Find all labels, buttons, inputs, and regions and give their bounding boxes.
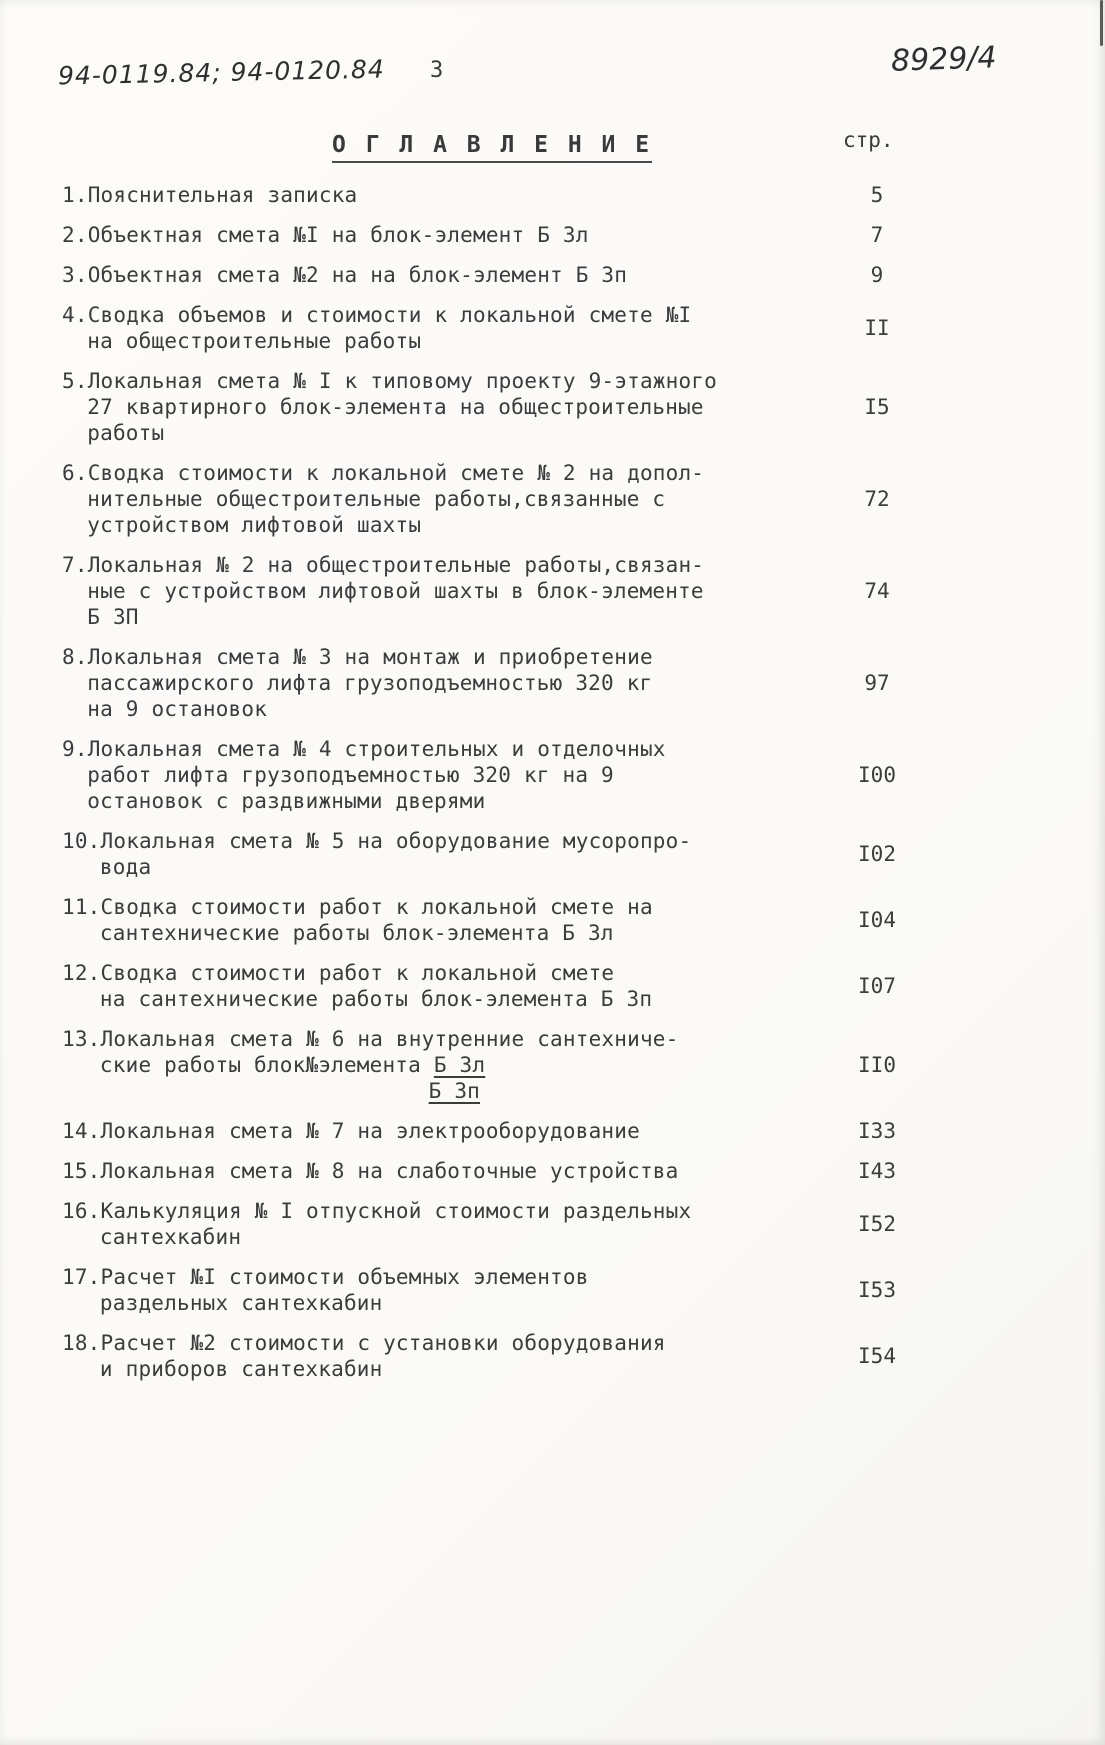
entry-text-segment: Сводка стоимости работ к локальной смете [100, 961, 615, 985]
entry-line [62, 854, 807, 880]
entry-page-number: 7 [870, 223, 884, 247]
entry-line [62, 1330, 807, 1356]
toc-entry [62, 262, 942, 288]
entry-line [62, 788, 807, 814]
toc-entry [62, 1026, 942, 1104]
entry-text-segment: и приборов сантехкабин [99, 1357, 383, 1381]
entry-number: 4. [62, 303, 88, 327]
entry-page-number: 72 [864, 487, 890, 511]
entry-text-segment: Калькуляция № I отпускной стоимости раздельных [100, 1199, 692, 1223]
entry-text-segment: Расчет №I стоимости объемных элементов [100, 1265, 589, 1289]
entry-line [62, 512, 807, 538]
entry-number: 17. [62, 1265, 101, 1289]
entry-line [62, 1158, 807, 1184]
entry-line [62, 604, 807, 630]
entry-text-segment: Сводка стоимости к локальной смете № 2 на допол- [87, 461, 705, 485]
entry-page-number: 97 [864, 671, 890, 695]
entry-line [62, 1290, 807, 1316]
entry-text-segment: ские работы блок№элемента [99, 1053, 434, 1077]
entry-line [62, 394, 807, 420]
entry-page-number: I54 [858, 1344, 896, 1368]
entry-page-number: 9 [870, 263, 884, 287]
toc-entry [62, 1264, 942, 1316]
entry-line [62, 1198, 807, 1224]
entry-text [62, 894, 807, 946]
entry-number: 15. [62, 1159, 101, 1183]
entry-text-segment: Объектная смета №2 на на блок-элемент Б 3п [87, 263, 628, 287]
entry-page-number: I43 [858, 1159, 896, 1183]
entry-line [62, 552, 807, 578]
entry-text-segment: работы [87, 421, 165, 445]
entry-line [62, 736, 807, 762]
toc-entry [62, 1118, 942, 1144]
entry-line [62, 420, 807, 446]
entry-number: 8. [62, 645, 88, 669]
entry-text [62, 302, 807, 354]
entry-text [62, 1158, 807, 1184]
scan-edge-artifact [1100, 0, 1103, 46]
entry-text-segment: Сводка стоимости работ к локальной смете на [100, 895, 653, 919]
entry-number: 14. [62, 1119, 101, 1143]
entry-line [62, 986, 807, 1012]
entry-text [62, 1026, 807, 1104]
entry-text-segment: устройством лифтовой шахты [87, 513, 422, 537]
toc-entry [62, 222, 942, 248]
entry-line [62, 328, 807, 354]
entry-number: 12. [62, 961, 101, 985]
entry-text-segment: Локальная № 2 на общестроительные работы,связан- [87, 553, 705, 577]
entry-line [62, 670, 807, 696]
entry-text-segment: Локальная смета № 5 на оборудование мусоропро- [100, 829, 692, 853]
entry-text-underlined: Б 3п [428, 1079, 481, 1103]
entry-text-segment: вода [99, 855, 152, 879]
entry-text-segment: пассажирского лифта грузоподъемностью 320 кг [87, 671, 653, 695]
entry-line [62, 1356, 807, 1382]
entry-page-number: I04 [858, 908, 896, 932]
entry-page-number: I02 [858, 842, 896, 866]
entry-text-segment: на общестроительные работы [87, 329, 422, 353]
entry-text-segment: Локальная смета № 6 на внутренние сантехниче- [100, 1027, 679, 1051]
toc-entry [62, 460, 942, 538]
entry-number: 18. [62, 1331, 101, 1355]
toc-entry [62, 736, 942, 814]
entry-text [62, 182, 807, 208]
entry-number: 11. [62, 895, 101, 919]
entry-text-segment: сантехкабин [99, 1225, 242, 1249]
entry-text-segment: Б 3П [87, 605, 139, 629]
entry-text-segment: Объектная смета №I на блок-элемент Б 3л [87, 223, 589, 247]
entry-text-segment: Расчет №2 стоимости с установки оборудования [100, 1331, 666, 1355]
entry-line [62, 302, 807, 328]
page-number-top: 3 [430, 58, 444, 83]
entry-line [62, 182, 807, 208]
entry-number: 3. [62, 263, 88, 287]
entry-line [62, 578, 807, 604]
toc-entry [62, 552, 942, 630]
entry-text-segment: Локальная смета № I к типовому проекту 9-этажного [87, 369, 717, 393]
entry-page-number: I00 [858, 763, 896, 787]
entry-line [62, 1026, 807, 1052]
entry-text [62, 1264, 807, 1316]
toc-entry [62, 368, 942, 446]
entry-text [62, 222, 807, 248]
entry-page-number: I33 [858, 1119, 896, 1143]
entry-page-number: I53 [858, 1278, 896, 1302]
entry-text-segment: 27 квартирного блок-элемента на общестроительные [87, 395, 704, 419]
entry-line [62, 262, 807, 288]
entry-text-segment: сантехнические работы блок-элемента Б 3л [99, 921, 614, 945]
entry-line [62, 828, 807, 854]
entry-text-segment: на 9 остановок [87, 697, 268, 721]
entry-text-segment: раздельных сантехкабин [99, 1291, 383, 1315]
toc-entry [62, 182, 942, 208]
entry-text [62, 552, 807, 630]
entry-page-number: 5 [870, 183, 884, 207]
entry-number: 1. [62, 183, 88, 207]
entry-text [62, 460, 807, 538]
entry-text [62, 828, 807, 880]
entry-line [62, 368, 807, 394]
entry-text-segment: остановок с раздвижными дверями [87, 789, 486, 813]
entry-page-number: I52 [858, 1212, 896, 1236]
entry-text-segment: на сантехнические работы блок-элемента Б 3п [99, 987, 653, 1011]
entry-page-number: I07 [858, 974, 896, 998]
entry-text-segment: Локальная смета № 7 на электрооборудование [100, 1119, 640, 1143]
entry-text-segment: Локальная смета № 4 строительных и отделочных [87, 737, 666, 761]
handwritten-code: 94-0119.84; 94-0120.84 [57, 54, 386, 91]
page-column-header: стр. [843, 128, 894, 152]
toc-entry [62, 1330, 942, 1382]
toc-entry [62, 828, 942, 880]
entry-line [62, 460, 807, 486]
entry-line [62, 696, 807, 722]
toc-entry [62, 302, 942, 354]
entry-line [62, 960, 807, 986]
entry-text-segment: работ лифта грузоподъемностью 320 кг на 9 [87, 763, 614, 787]
entry-line [62, 1078, 807, 1104]
toc-entry [62, 644, 942, 722]
entry-number: 13. [62, 1027, 101, 1051]
entry-line [62, 486, 807, 512]
entry-text-segment: ные с устройством лифтовой шахты в блок-элементе [87, 579, 704, 603]
entry-number: 9. [62, 737, 88, 761]
entry-page-number: I5 [864, 395, 890, 419]
entry-number: 7. [62, 553, 88, 577]
entry-number: 6. [62, 461, 88, 485]
entry-text [62, 262, 807, 288]
entry-page-number: II0 [858, 1053, 896, 1077]
entry-line [62, 762, 807, 788]
entry-text-segment: Локальная смета № 3 на монтаж и приобретение [87, 645, 653, 669]
entry-text [62, 1118, 807, 1144]
entry-text-segment: нительные общестроительные работы,связанные с [87, 487, 666, 511]
toc-entry [62, 1198, 942, 1250]
entry-number: 16. [62, 1199, 101, 1223]
entry-line [62, 894, 807, 920]
handwritten-doc-number: 8929/4 [890, 40, 998, 79]
toc-title: О Г Л А В Л Е Н И Е [332, 132, 652, 163]
entry-text [62, 644, 807, 722]
toc-entry [62, 894, 942, 946]
toc-entry [62, 960, 942, 1012]
entry-text-segment: Пояснительная записка [87, 183, 358, 207]
entry-text [62, 1198, 807, 1250]
entry-line [62, 920, 807, 946]
entry-text-underlined: Б 3л [433, 1053, 486, 1077]
entry-page-number: II [864, 316, 890, 340]
entry-line [62, 1118, 807, 1144]
entry-page-number: 74 [864, 579, 890, 603]
toc-entry [62, 1158, 942, 1184]
entry-line [62, 1264, 807, 1290]
entry-line [62, 644, 807, 670]
entry-line [62, 1052, 807, 1078]
entry-number: 2. [62, 223, 88, 247]
toc-entries [62, 182, 942, 1382]
entry-text [62, 960, 807, 1012]
entry-line [62, 222, 807, 248]
entry-text-segment: Сводка объемов и стоимости к локальной смете №I [87, 303, 692, 327]
entry-text [62, 1330, 807, 1382]
entry-text [62, 736, 807, 814]
entry-text-segment: Локальная смета № 8 на слаботочные устройства [100, 1159, 679, 1183]
entry-number: 10. [62, 829, 101, 853]
entry-number: 5. [62, 369, 88, 393]
entry-line [62, 1224, 807, 1250]
entry-text [62, 368, 807, 446]
